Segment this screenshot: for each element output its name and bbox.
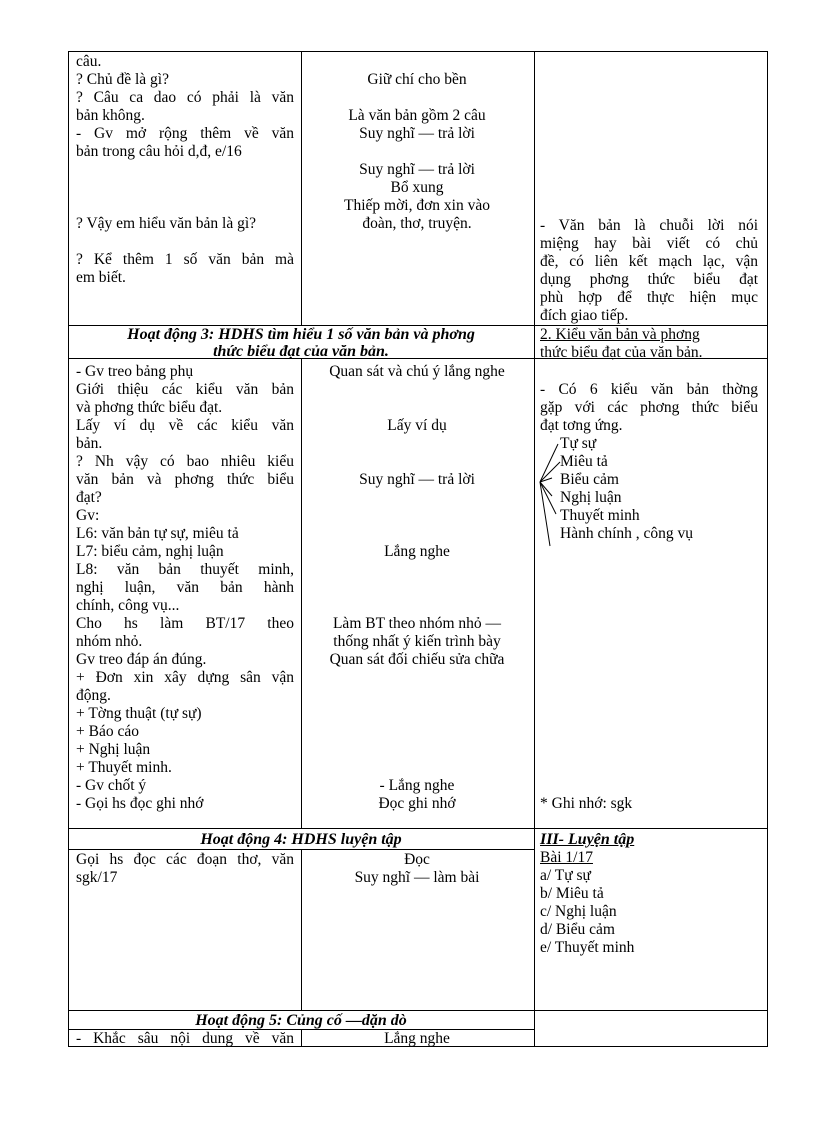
text-line: - Gv mở rộng thêm về văn: [76, 125, 294, 142]
list-item: Hành chính , công vụ: [560, 525, 694, 542]
table-column-divider: [301, 849, 302, 1010]
text-line: chính, công vụ...: [76, 597, 180, 614]
text-types-list: [560, 435, 760, 543]
text-line: L8: văn bản thuyết minh,: [76, 561, 294, 578]
text-line: bản.: [76, 435, 103, 452]
text-line: Quan sát và chú ý lắng nghe: [329, 363, 505, 380]
text-line: Suy nghĩ — trả lời: [359, 125, 475, 142]
text-line: Suy nghĩ — trả lời: [359, 161, 475, 178]
text-line: ? Câu ca dao có phải là văn: [76, 89, 294, 106]
text-line: Gọi hs đọc các đoạn thơ, văn: [76, 851, 294, 868]
row3-notes-column: [540, 381, 758, 435]
text-line: Gv:: [76, 507, 100, 524]
text-line: đích giao tiếp.: [540, 307, 629, 324]
text-line: L6: văn bản tự sự, miêu tả: [76, 525, 239, 542]
table-rule: [68, 828, 768, 829]
text-line: gặp với các phơng thức biểu: [540, 399, 758, 416]
row5-student-column: [306, 851, 528, 887]
row5-teacher-column: [76, 851, 294, 887]
text-line: đạt?: [76, 489, 102, 506]
text-line: đạt tơng ứng.: [540, 417, 623, 434]
table-column-divider: [534, 51, 535, 1047]
text-line: nghị luận, văn bản hành: [76, 579, 294, 596]
text-line: Đọc: [404, 851, 430, 868]
text-line: ? Vậy em hiểu văn bản là gì?: [76, 215, 257, 232]
table-rule: [68, 1010, 768, 1011]
list-item: b/ Miêu tả: [540, 885, 604, 902]
list-item: Nghị luận: [560, 489, 622, 506]
heading-line: Hoạt động 5: Củng cố —dặn dò: [195, 1012, 407, 1029]
text-line: Bổ xung: [390, 179, 444, 196]
text-line: ? Chủ đề là gì?: [76, 71, 169, 88]
row7-teacher-column: [76, 1030, 294, 1048]
text-line: và phơng thức biểu đạt.: [76, 399, 223, 416]
heading-line: III- Luyện tập: [540, 831, 635, 848]
text-line: bản trong câu hỏi d,đ, e/16: [76, 143, 242, 160]
activity-5-heading: [70, 1012, 532, 1029]
text-line: + Tờng thuật (tự sự): [76, 705, 202, 722]
text-line: Lấy ví dụ: [387, 417, 447, 434]
text-line: động.: [76, 687, 111, 704]
text-line: Gv treo đáp án đúng.: [76, 651, 207, 668]
text-line: - Có 6 kiểu văn bản thờng: [540, 381, 758, 398]
text-line: Suy nghĩ — làm bài: [354, 869, 480, 886]
section-2-heading: [540, 326, 762, 362]
exercise-title: Bài 1/17: [540, 849, 593, 866]
table-border-right: [767, 51, 768, 1047]
heading-line: Hoạt động 3: HDHS tìm hiểu 1 số văn bản và phơng: [127, 326, 475, 343]
text-line: - Gọi hs đọc ghi nhớ: [76, 795, 204, 812]
text-line: Lắng nghe: [384, 1030, 450, 1047]
heading-line: Hoạt động 4: HDHS luyện tập: [200, 831, 402, 848]
text-line: thống nhất ý kiến trình bày: [333, 633, 501, 650]
text-line: - Khắc sâu nội dung về văn: [76, 1030, 294, 1047]
table-column-divider: [301, 1029, 302, 1046]
text-line: Làm BT theo nhóm nhỏ —: [332, 615, 502, 632]
text-line: L7: biểu cảm, nghị luận: [76, 543, 224, 560]
text-line: + Thuyết minh.: [76, 759, 172, 776]
practice-heading: [540, 831, 762, 848]
text-line: Lấy ví dụ về các kiểu văn: [76, 417, 294, 434]
text-line: + Đơn xin xây dựng sân vận: [76, 669, 294, 686]
text-line: ? Nh vậy có bao nhiêu kiểu: [76, 453, 294, 470]
heading-line: thức biểu đạt của văn bản.: [540, 344, 703, 361]
list-item: Tự sự: [560, 435, 597, 452]
list-item: a/ Tự sự: [540, 867, 591, 884]
text-line: - Gv treo bảng phụ: [76, 363, 194, 380]
text-line: câu.: [76, 53, 102, 70]
text-line: + Nghị luận: [76, 741, 151, 758]
list-item: d/ Biểu cảm: [540, 921, 615, 938]
text-line: + Báo cáo: [76, 723, 139, 740]
text-line: bản không.: [76, 107, 145, 124]
text-line: miệng hay bài viết có chủ: [540, 235, 758, 252]
text-line: văn bản và phơng thức biểu: [76, 471, 294, 488]
heading-line: thức biểu đạt của văn bản.: [213, 343, 389, 360]
text-line: Đọc ghi nhớ: [378, 795, 456, 812]
text-line: em biết.: [76, 269, 126, 286]
text-line: phù hợp để thực hiện mục: [540, 289, 758, 306]
heading-line: 2. Kiểu văn bản và phơng: [540, 326, 700, 343]
text-line: nhóm nhỏ.: [76, 633, 143, 650]
text-line: Giới thiệu các kiểu văn bản: [76, 381, 294, 398]
summary-note: [540, 795, 760, 813]
text-line: Lắng nghe: [384, 543, 450, 560]
row3-student-column: [306, 363, 528, 813]
activity-4-heading: [70, 831, 532, 848]
activity-3-heading: [70, 326, 532, 360]
text-line: Cho hs làm BT/17 theo: [76, 615, 294, 632]
text-line: đề, có liên kết mạch lạc, vận: [540, 253, 758, 270]
text-line: sgk/17: [76, 869, 118, 886]
row1-teacher-column: [76, 53, 294, 287]
row3-teacher-column: [76, 363, 294, 813]
row7-student-column: [306, 1030, 528, 1048]
list-item: Biểu cảm: [560, 471, 619, 488]
text-line: dụng phơng thức biểu đạt: [540, 271, 758, 288]
text-line: * Ghi nhớ: sgk: [540, 795, 633, 812]
text-line: Thiếp mời, đơn xin vào: [344, 197, 490, 214]
text-line: Quan sát đối chiếu sửa chữa: [329, 651, 505, 668]
list-item: c/ Nghị luận: [540, 903, 617, 920]
table-column-divider: [301, 358, 302, 828]
list-item: Thuyết minh: [560, 507, 640, 524]
list-item: Miêu tả: [560, 453, 608, 470]
text-line: - Lắng nghe: [379, 777, 455, 794]
list-item: e/ Thuyết minh: [540, 939, 635, 956]
table-column-divider: [301, 51, 302, 325]
table-border-left: [68, 51, 69, 1047]
text-line: Suy nghĩ — trả lời: [359, 471, 475, 488]
text-line: Giữ chí cho bền: [367, 71, 467, 88]
row5-answers-column: [540, 849, 760, 957]
text-line: ? Kể thêm 1 số văn bản mà: [76, 251, 294, 268]
text-line: Là văn bản gồm 2 câu: [348, 107, 486, 124]
text-line: đoàn, thơ, truyện.: [362, 215, 472, 232]
table-border-top: [68, 51, 768, 52]
text-line: - Văn bản là chuỗi lời nói: [540, 217, 758, 234]
text-line: - Gv chốt ý: [76, 777, 147, 794]
row1-student-column: [306, 53, 528, 233]
row1-notes-column: [540, 217, 758, 325]
